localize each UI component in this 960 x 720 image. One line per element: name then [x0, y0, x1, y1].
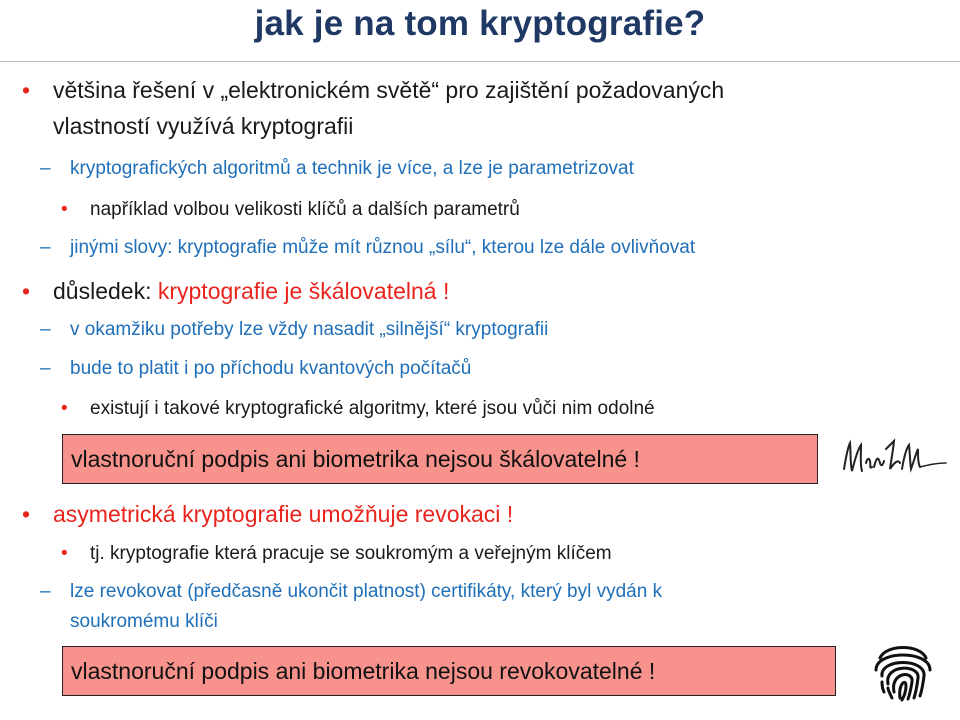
sub-sub-item-1: například volbou velikosti klíčů a dalších parametrů [90, 199, 520, 220]
sub-sub-item-3: tj. kryptografie která pracuje se soukromým a veřejným klíčem [90, 543, 612, 564]
sub-item-1: kryptografických algoritmů a technik je více, a lze je parametrizovat [70, 158, 634, 179]
sub-item-4: bude to platit i po příchodu kvantových počítačů [70, 358, 472, 379]
callout-revocation: vlastnoruční podpis ani biometrika nejsou revokovatelné ! [62, 646, 836, 696]
consequence-label: důsledek: [53, 278, 158, 304]
dash-marker: – [40, 158, 51, 179]
bullet-marker: • [61, 199, 68, 220]
dash-marker: – [40, 319, 51, 340]
sub-item-2: jinými slovy: kryptografie může mít různou „sílu“, kterou lze dále ovlivňovat [70, 237, 696, 258]
bullet-text-2 [53, 278, 449, 305]
bullet-marker: • [22, 501, 31, 527]
title-divider [0, 61, 960, 62]
dash-marker: – [40, 581, 51, 602]
bullet-marker: • [22, 77, 31, 103]
sub-item-5: lze revokovat (předčasně ukončit platnost) certifikáty, který byl vydán k [70, 581, 663, 602]
bullet-text-3: asymetrická kryptografie umožňuje revokaci ! [53, 501, 514, 527]
handwritten-signature-icon [836, 433, 948, 483]
fingerprint-icon [870, 636, 936, 702]
callout-scalability: vlastnoruční podpis ani biometrika nejsou škálovatelné ! [62, 434, 818, 484]
bullet-text-1-cont: vlastností využívá kryptografii [53, 113, 354, 139]
dash-marker: – [40, 358, 51, 379]
sub-item-5-cont: soukromému klíči [70, 611, 218, 632]
consequence-emphasis: kryptografie je škálovatelná ! [157, 278, 450, 304]
bullet-text-1: většina řešení v „elektronickém světě“ pro zajištění požadovaných [53, 77, 725, 103]
page-title: jak je na tom kryptografie? [254, 4, 706, 43]
dash-marker: – [40, 237, 51, 258]
sub-item-3: v okamžiku potřeby lze vždy nasadit „silnější“ kryptografii [70, 319, 549, 340]
bullet-marker: • [61, 543, 68, 564]
sub-sub-item-2: existují i takové kryptografické algoritmy, které jsou vůči nim odolné [90, 398, 655, 419]
bullet-marker: • [22, 278, 31, 304]
bullet-marker: • [61, 398, 68, 419]
